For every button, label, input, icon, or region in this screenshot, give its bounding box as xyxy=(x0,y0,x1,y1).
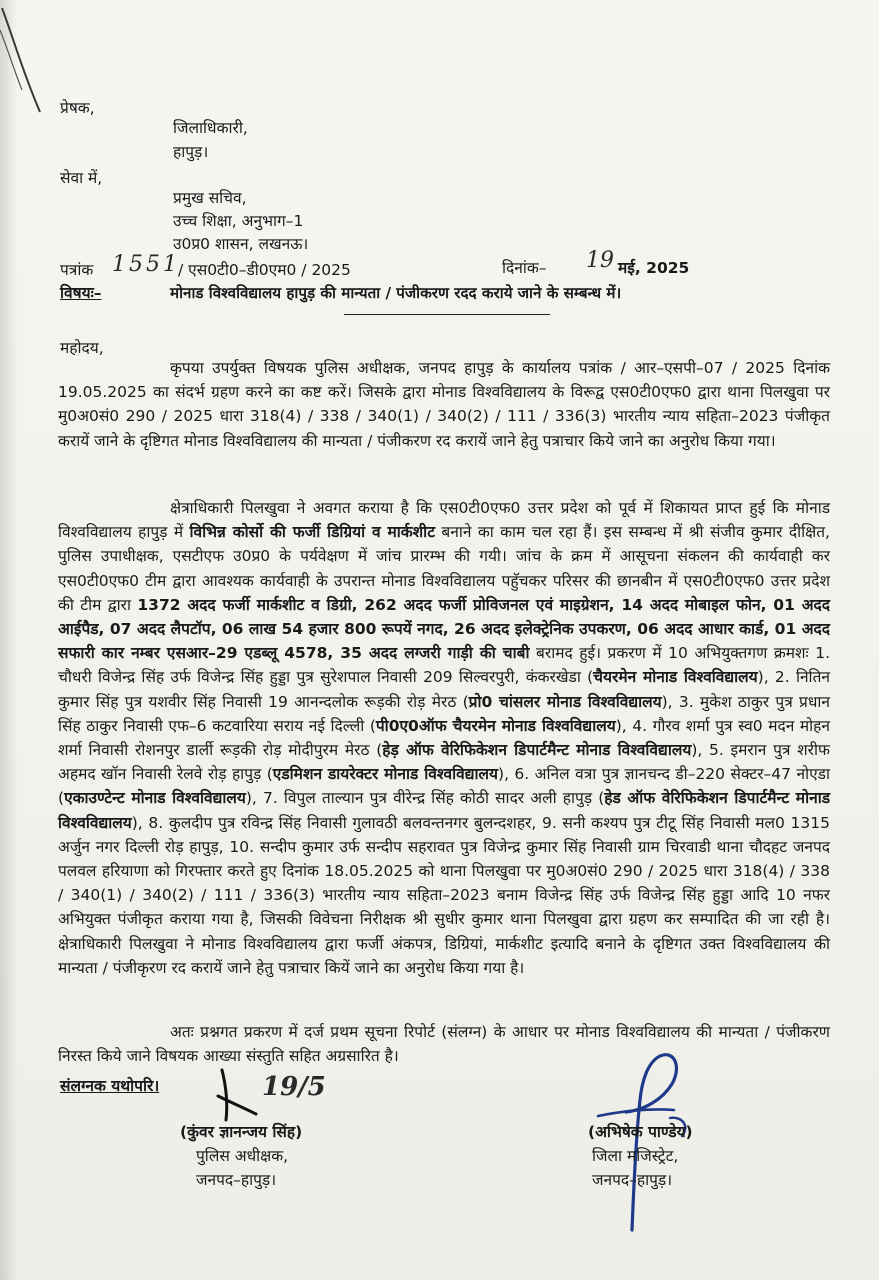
sender-place: हापुड़। xyxy=(173,143,209,161)
paragraph-1-text: कृपया उपर्युक्त विषयक पुलिस अधीक्षक, जनपद हापुड़ के कार्यालय पत्रांक / आर–एसपी–07 / 2025 दिनांक 19.05.2025 का संदर्भ ग्रहण करने का कष्ट करें। जिसके द्वारा मोनाड विश्वविद्यालय के विरूद्व एस0टी0एफ0 द्वारा थाना पिलखुवा पर मु0अ0सं0 290 / 2025 धारा 318(4) / 338 / 340(1) / 340(2) / 111 / 336(3) भारतीय न्याय सहिता–2023 पंजीकृत करायें जाने के दृष्टिगत मोनाड विश्वविद्यालय की मान्यता / पंजीकरण रद करायें जाने हेतु पत्राचार किये जाने का अनुरोध किया गया। xyxy=(58,359,830,450)
p2-bold-role: हेड ऑफ वेरिफिकेशन डिपार्टमैन्ट मोनाड विश्वविद्यालय xyxy=(58,789,830,832)
p2-bold-role: पी0ए0ऑफ चैयरमेन मोनाड विश्वविद्यालय xyxy=(375,716,616,735)
p2-text: ), 2. नितिन कुमार सिंह पुत्र यशवीर सिंह निवासी 19 आनन्दलोक रूड़की रोड़ मेरठ ( xyxy=(58,668,831,711)
right-signatory-name: (अभिषेक पाण्डेय) xyxy=(588,1123,693,1141)
left-signatory-designation: पुलिस अधीक्षक, xyxy=(196,1147,289,1165)
p2-text: क्षेत्राधिकारी पिलखुवा ने अवगत कराया है कि एस0टी0एफ0 उत्तर प्रदेश को पूर्व में शिकायत प्राप्त हुई कि मोनाड विश्वविद्यालय हापुड़ में xyxy=(58,499,830,542)
reference-code: / एस0टी0–डी0एम0 / 2025 xyxy=(178,261,351,279)
left-signatory-district: जनपद–हापुड़। xyxy=(196,1171,277,1189)
p2-text: ), 6. अनिल वत्रा पुत्र ज्ञानचन्द डी–220 सेक्टर–47 नोएडा ( xyxy=(58,765,830,808)
subject-underline-rule xyxy=(344,314,550,315)
salutation: महोदय, xyxy=(60,339,104,357)
p2-text: बनाने का काम चल रहा हैं। इस सम्बन्ध में श्री संजीव कुमार दीक्षित, पुलिस उपाधीक्षक, एसटीएफ उ0प्र0 के पर्यवेक्षण में जांच प्रारम्भ की गयी। जांच के क्रम में आसूचना संकलन की कार्यवाही कर एस0टी0एफ0 टीम द्वारा आवश्यक कार्यवाही के उपरान्त मोनाड विश्वविद्यालय पहुॅचकर परिसर की छानबीन में एस0टी0एफ0 उत्तर प्रदेश की टीम द्वारा xyxy=(58,523,830,614)
p2-text: बरामद हुई। प्रकरण में 10 अभियुक्तगण क्रमशः 1. चौधरी विजेन्द्र सिंह उर्फ विजेन्द्र सिंह हुड्डा पुत्र सुरेशपाल निवासी 209 सिल्वरपुरी, कंकरखेडा ( xyxy=(58,644,830,687)
p2-text: ), 7. विपुल ताल्यान पुत्र वीरेन्द्र सिंह कोठी सादर अली हापुड़ ( xyxy=(245,789,605,808)
p2-text: ), 8. कुलदीप पुत्र रविन्द्र सिंह निवासी गुलावठी बलवन्तनगर बुलन्दशहर, 9. सनी कश्यप पुत्र टीटू सिंह निवासी मल0 1315 अर्जुन नगर दिल्ली रोड़ हापुड़, 10. सन्दीप कुमार उर्फ सन्दीप सहरावत पुत्र विजेन्द्र कुमार सिंह निवासी ग्राम चिरवाडी थाना चौदहट जनपद पलवल हरियाणा को गिरफ्तार करते हुए दिनांक 18.05.2025 को थाना पिलखुवा पर मु0अ0सं0 290 / 2025 धारा 318(4) / 338 / 340(1) / 340(2) / 111 / 336(3) भारतीय न्याय सहिता–2023 बनाम विजेन्द्र सिंह उर्फ विजेन्द्र सिंह हुड्डा आदि 10 नफर अभियुक्त पंजीकृत कराया गया है, जिसकी विवेचना निरीक्षक श्री सुधीर कुमार थाना पिलखुवा द्वारा ग्रहण कर सम्पादित की जा रही है। क्षेत्राधिकारी पिलखुवा ने मोनाड विश्वविद्यालय द्वारा फर्जी अंकपत्र, डिग्रियां, मार्कशीट इत्यादि बनाने के दृष्टिगत उक्त विश्वविद्यालय की मान्यता / पंजीकृरण रद करायें जाने हेतु पत्राचार कियें जाने का अनुरोध किया गया है। xyxy=(58,813,830,977)
recipient-label: सेवा में, xyxy=(60,169,103,187)
p2-bold-role: चैयरमेन मोनाड विश्वविद्यालय xyxy=(593,668,758,687)
date-rest: मई, 2025 xyxy=(618,259,690,277)
page-edge-shadow xyxy=(0,0,18,1280)
reference-number-handwritten: 1551 xyxy=(112,252,180,277)
p2-bold-seizure-list: 1372 अदद फर्जी मार्कशीट व डिग्री, 262 अदद फर्जी प्रोविजनल एवं माइग्रेशन, 14 अदद मोबाइल फोन, 01 अदद आईपैड, 07 अदद लैपटॉप, 06 लाख 54 हजार 800 रूपयें नगद, 26 अदद इलेक्ट्रेनिक उपकरण, 06 अदद आधार कार्ड, 01 अदद सफारी कार नम्बर एसआर–29 एडब्लू 4578, 35 अदद लग्जरी गाड़ी की चाबी xyxy=(58,595,830,663)
date-day-handwritten: 19 xyxy=(586,248,614,273)
paper-curl-mark xyxy=(0,0,60,120)
recipient-line3: उ0प्र0 शासन, लखनऊ। xyxy=(173,235,309,253)
p2-bold-role: एकाउण्टेन्ट मोनाड विश्वविद्यालय xyxy=(64,789,246,808)
enclosure-note: संलग्नक यथोपरि। xyxy=(60,1077,160,1095)
sender-name: जिलाधिकारी, xyxy=(173,119,248,137)
sender-label: प्रेषक, xyxy=(60,99,95,117)
paragraph-2 xyxy=(58,496,830,980)
p2-bold: विभिन्न कोर्सो की फर्जी डिग्रियां व मार्कशीट xyxy=(189,523,436,542)
left-signatory-name: (कुंवर ज्ञानन्जय सिंह) xyxy=(180,1123,303,1141)
right-signatory-district: जनपद–हापुड़। xyxy=(592,1171,673,1189)
recipient-line2: उच्च शिक्षा, अनुभाग–1 xyxy=(173,212,304,230)
p2-bold-role: प्रो0 चांसलर मोनाड विश्वविद्यालय xyxy=(468,692,662,711)
p2-bold-role: एडमिशन डायरेक्टर मोनाड विश्वविद्यालय xyxy=(272,765,499,784)
p2-text: ), 5. इमरान पुत्र शरीफ अहमद खॉन निवासी रेलवे रोड़ हापुड़ ( xyxy=(58,741,830,784)
paragraph-1 xyxy=(58,356,830,453)
right-signatory-designation: जिला मजिस्ट्रेट, xyxy=(592,1147,679,1165)
p2-bold-role: हेड़ ऑफ वेरिफिकेशन डिपार्टमैन्ट मोनाड विश्वविद्यालय xyxy=(382,741,692,760)
date-label: दिनांक– xyxy=(502,259,547,277)
left-signature-date-handwritten: 19/5 xyxy=(262,1072,326,1102)
reference-label: पत्रांक xyxy=(60,261,94,279)
p2-text: ), 4. गौरव शर्मा पुत्र स्व0 मदन मोहन शर्मा निवासी रोशनपुर डार्ली रूड़की रोड़ मोदीपुरम मेरठ ( xyxy=(58,716,830,760)
paragraph-3-text: अतः प्रश्नगत प्रकरण में दर्ज प्रथम सूचना रिपोर्ट (संलग्न) के आधार पर मोनाड विश्वविद्यालय की मान्यता / पंजीकरण निरस्त किये जाने विषयक आख्या संस्तुति सहित अग्रसारित है। xyxy=(58,1023,830,1066)
subject-label: विषयः– xyxy=(60,284,102,302)
recipient-line1: प्रमुख सचिव, xyxy=(173,189,247,207)
subject-text: मोनाड विश्वविद्यालय हापुड़ की मान्यता / पंजीकरण रदद कराये जाने के सम्बन्ध में। xyxy=(170,284,622,302)
p2-text: ), 3. मुकेश ठाकुर पुत्र प्रधान सिंह ठाकुर निवासी एफ–6 कटवारिया सराय नई दिल्ली ( xyxy=(58,692,830,735)
